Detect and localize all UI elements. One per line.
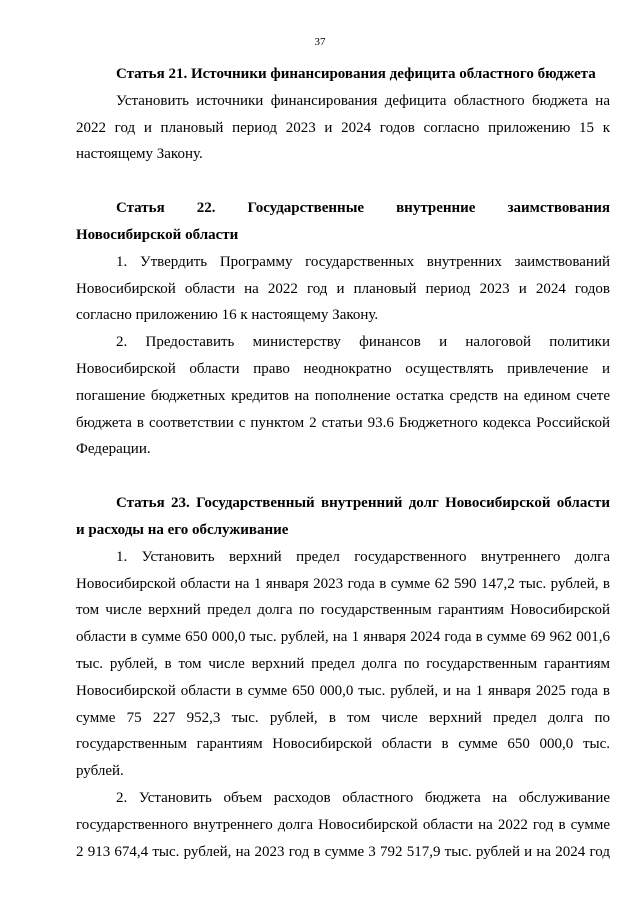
article-22-heading: Статья 22. Государственные внутренние заимствования xyxy=(116,200,610,217)
document-body xyxy=(76,61,610,865)
article-23-line: том числе верхний предел долга по государственным гарантиям Новосибирской xyxy=(76,602,610,619)
article-22-line: Федерации. xyxy=(76,441,151,458)
article-23-line: государственным гарантиям Новосибирской области в сумме 650 000,0 тыс. xyxy=(76,736,610,753)
article-23-heading: Статья 23. Государственный внутренний долг Новосибирской области xyxy=(116,495,610,512)
article-23-heading-cont: и расходы на его обслуживание xyxy=(76,521,289,538)
article-23-line: 2 913 674,4 тыс. рублей, на 2023 год в сумме 3 792 517,9 тыс. рублей и на 2024 год xyxy=(76,843,610,860)
article-22-line: погашение бюджетных кредитов на пополнение остатка средств на едином счете xyxy=(76,387,610,404)
article-23-line: тыс. рублей, в том числе верхний предел долга по государственным гарантиям xyxy=(76,655,610,672)
article-23-line: Новосибирской области в сумме 650 000,0 тыс. рублей, и на 1 января 2025 года в xyxy=(76,682,610,699)
article-21-line: настоящему Закону. xyxy=(76,146,203,163)
article-23-line: 1. Установить верхний предел государственного внутреннего долга xyxy=(116,548,610,565)
article-23-line: 2. Установить объем расходов областного бюджета на обслуживание xyxy=(116,789,610,806)
article-23-line: рублей. xyxy=(76,763,124,780)
section-gap xyxy=(76,463,610,490)
article-21-line: Установить источники финансирования дефицита областного бюджета на xyxy=(116,92,610,109)
article-22-line: Новосибирской области право неоднократно осуществлять привлечение и xyxy=(76,360,610,377)
article-23-line: Новосибирской области на 1 января 2023 года в сумме 62 590 147,2 тыс. рублей, в xyxy=(76,575,610,592)
article-22-line: 2. Предоставить министерству финансов и налоговой политики xyxy=(116,334,610,351)
article-22-line: 1. Утвердить Программу государственных внутренних заимствований xyxy=(116,253,610,270)
article-21-line: 2022 год и плановый период 2023 и 2024 годов согласно приложению 15 к xyxy=(76,119,610,136)
article-22-line: бюджета в соответствии с пунктом 2 статьи 93.6 Бюджетного кодекса Российской xyxy=(76,414,610,431)
article-21-heading: Статья 21. Источники финансирования дефицита областного бюджета xyxy=(116,66,596,82)
article-23-line: области в сумме 650 000,0 тыс. рублей, на 1 января 2024 года в сумме 69 962 001,6 xyxy=(76,629,610,646)
page-number: 37 xyxy=(314,36,326,48)
article-22-line: согласно приложению 16 к настоящему Закону. xyxy=(76,307,379,324)
section-gap xyxy=(76,168,610,195)
article-22-line: Новосибирской области на 2022 год и плановый период 2023 и 2024 годов xyxy=(76,280,610,297)
article-23-line: государственного внутреннего долга Новосибирской области на 2022 год в сумме xyxy=(76,816,610,833)
article-23-line: сумме 75 227 952,3 тыс. рублей, в том числе верхний предел долга по xyxy=(76,709,610,726)
article-22-heading-cont: Новосибирской области xyxy=(76,226,239,243)
